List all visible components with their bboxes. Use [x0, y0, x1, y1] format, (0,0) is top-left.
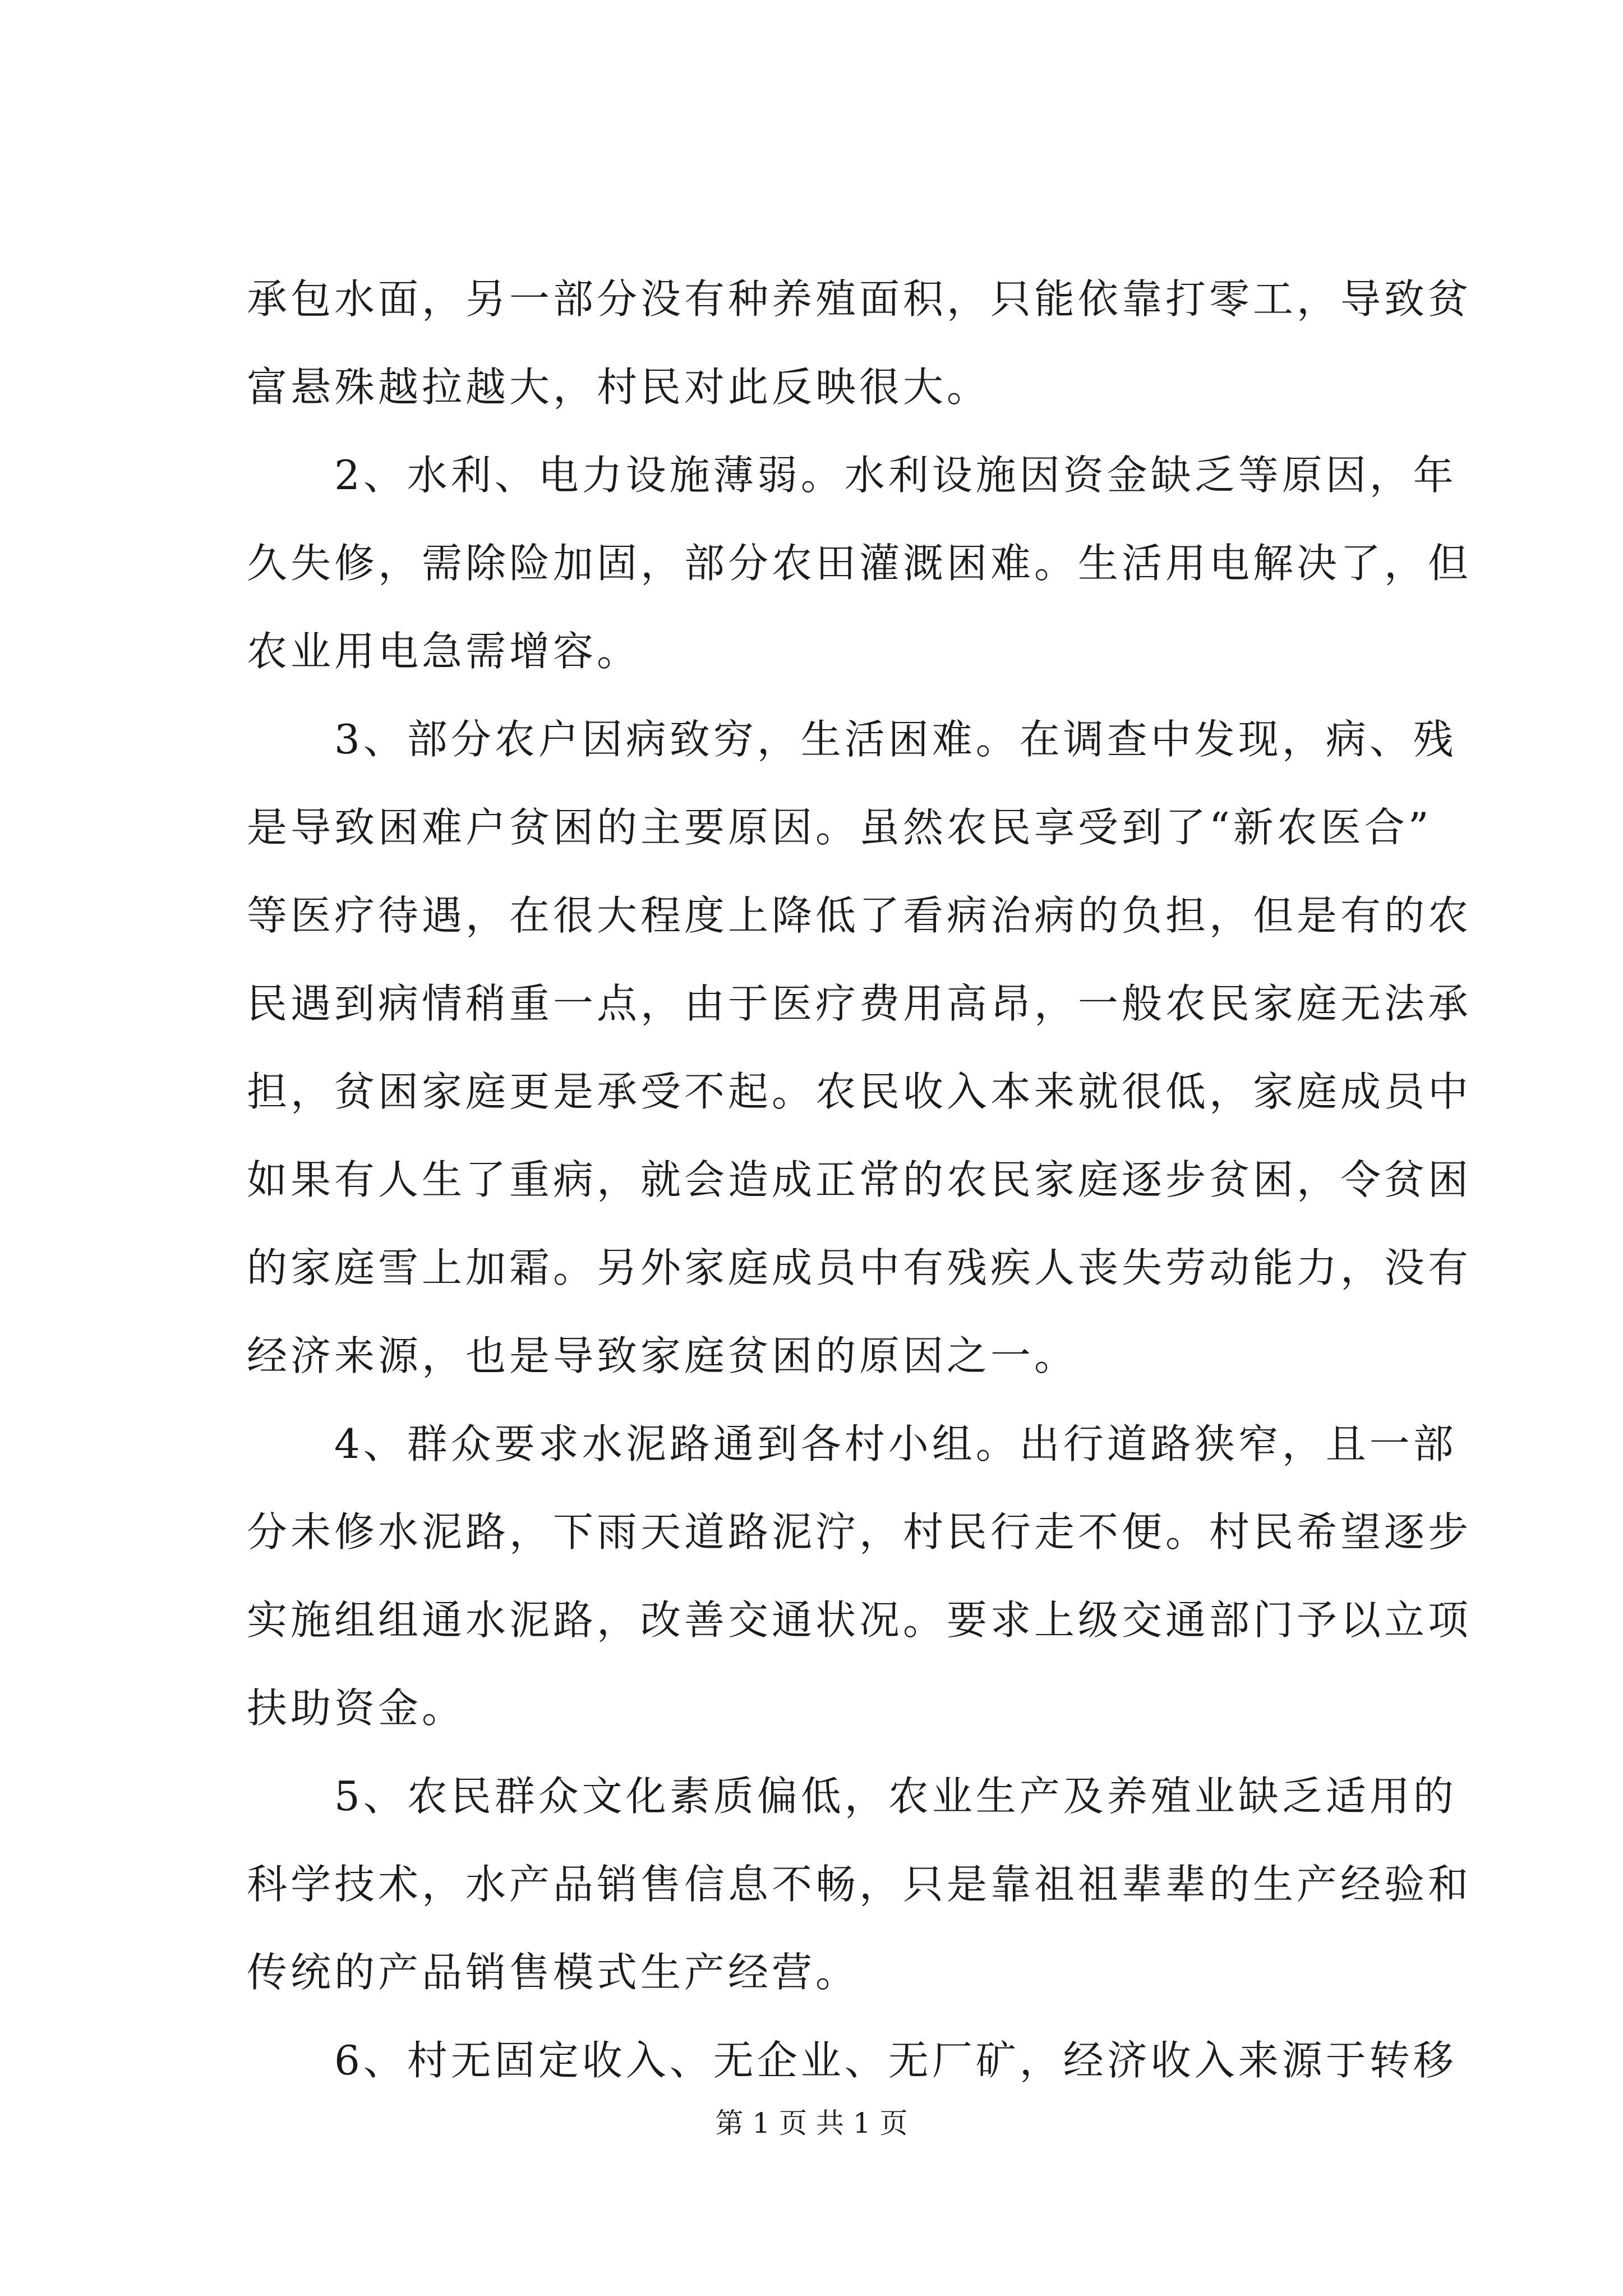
text-line: 经济来源，也是导致家庭贫困的原因之一。 [247, 1332, 1078, 1379]
text-line: 承包水面，另一部分没有种养殖面积，只能依靠打零工，导致贫 [247, 275, 1472, 323]
text-line: 等医疗待遇，在很大程度上降低了看病治病的负担，但是有的农 [247, 892, 1472, 939]
text-line: 富悬殊越拉越大，村民对此反映很大。 [247, 364, 991, 411]
text-line: 科学技术，水产品销售信息不畅，只是靠祖祖辈辈的生产经验和 [247, 1861, 1472, 1908]
page-footer: 第 1 页 共 1 页 [715, 2107, 908, 2139]
paragraph-first-line: 3、部分农户因病致穷，生活困难。在调查中发现，病、残 [334, 716, 1457, 763]
text-line: 分未修水泥路，下雨天道路泥泞，村民行走不便。村民希望逐步 [247, 1508, 1472, 1556]
text-line: 农业用电急需增容。 [247, 628, 641, 675]
text-line: 扶助资金。 [247, 1685, 466, 1732]
paragraph-first-line: 4、群众要求水泥路通到各村小组。出行道路狭窄，且一部 [334, 1420, 1457, 1467]
text-line: 的家庭雪上加霜。另外家庭成员中有残疾人丧失劳动能力，没有 [247, 1244, 1472, 1291]
paragraph-first-line: 5、农民群众文化素质偏低，农业生产及养殖业缺乏适用的 [334, 1773, 1457, 1820]
text-line: 实施组组通水泥路，改善交通状况。要求上级交通部门予以立项 [247, 1596, 1472, 1644]
text-line: 是导致困难户贫困的主要原因。虽然农民享受到了“新农医合” [247, 804, 1432, 851]
document-body [247, 255, 1472, 2105]
text-line: 如果有人生了重病，就会造成正常的农民家庭逐步贫困，令贫困 [247, 1156, 1472, 1203]
text-line: 久失修，需除险加固，部分农田灌溉困难。生活用电解决了，但 [247, 540, 1472, 587]
paragraph-first-line: 2、水利、电力设施薄弱。水利设施因资金缺乏等原因，年 [334, 452, 1457, 499]
text-line: 传统的产品销售模式生产经营。 [247, 1949, 860, 1996]
text-line: 民遇到病情稍重一点，由于医疗费用高昂，一般农民家庭无法承 [247, 980, 1472, 1027]
paragraph-first-line: 6、村无固定收入、无企业、无厂矿，经济收入来源于转移 [334, 2037, 1457, 2084]
text-line: 担，贫困家庭更是承受不起。农民收入本来就很低，家庭成员中 [247, 1068, 1472, 1115]
